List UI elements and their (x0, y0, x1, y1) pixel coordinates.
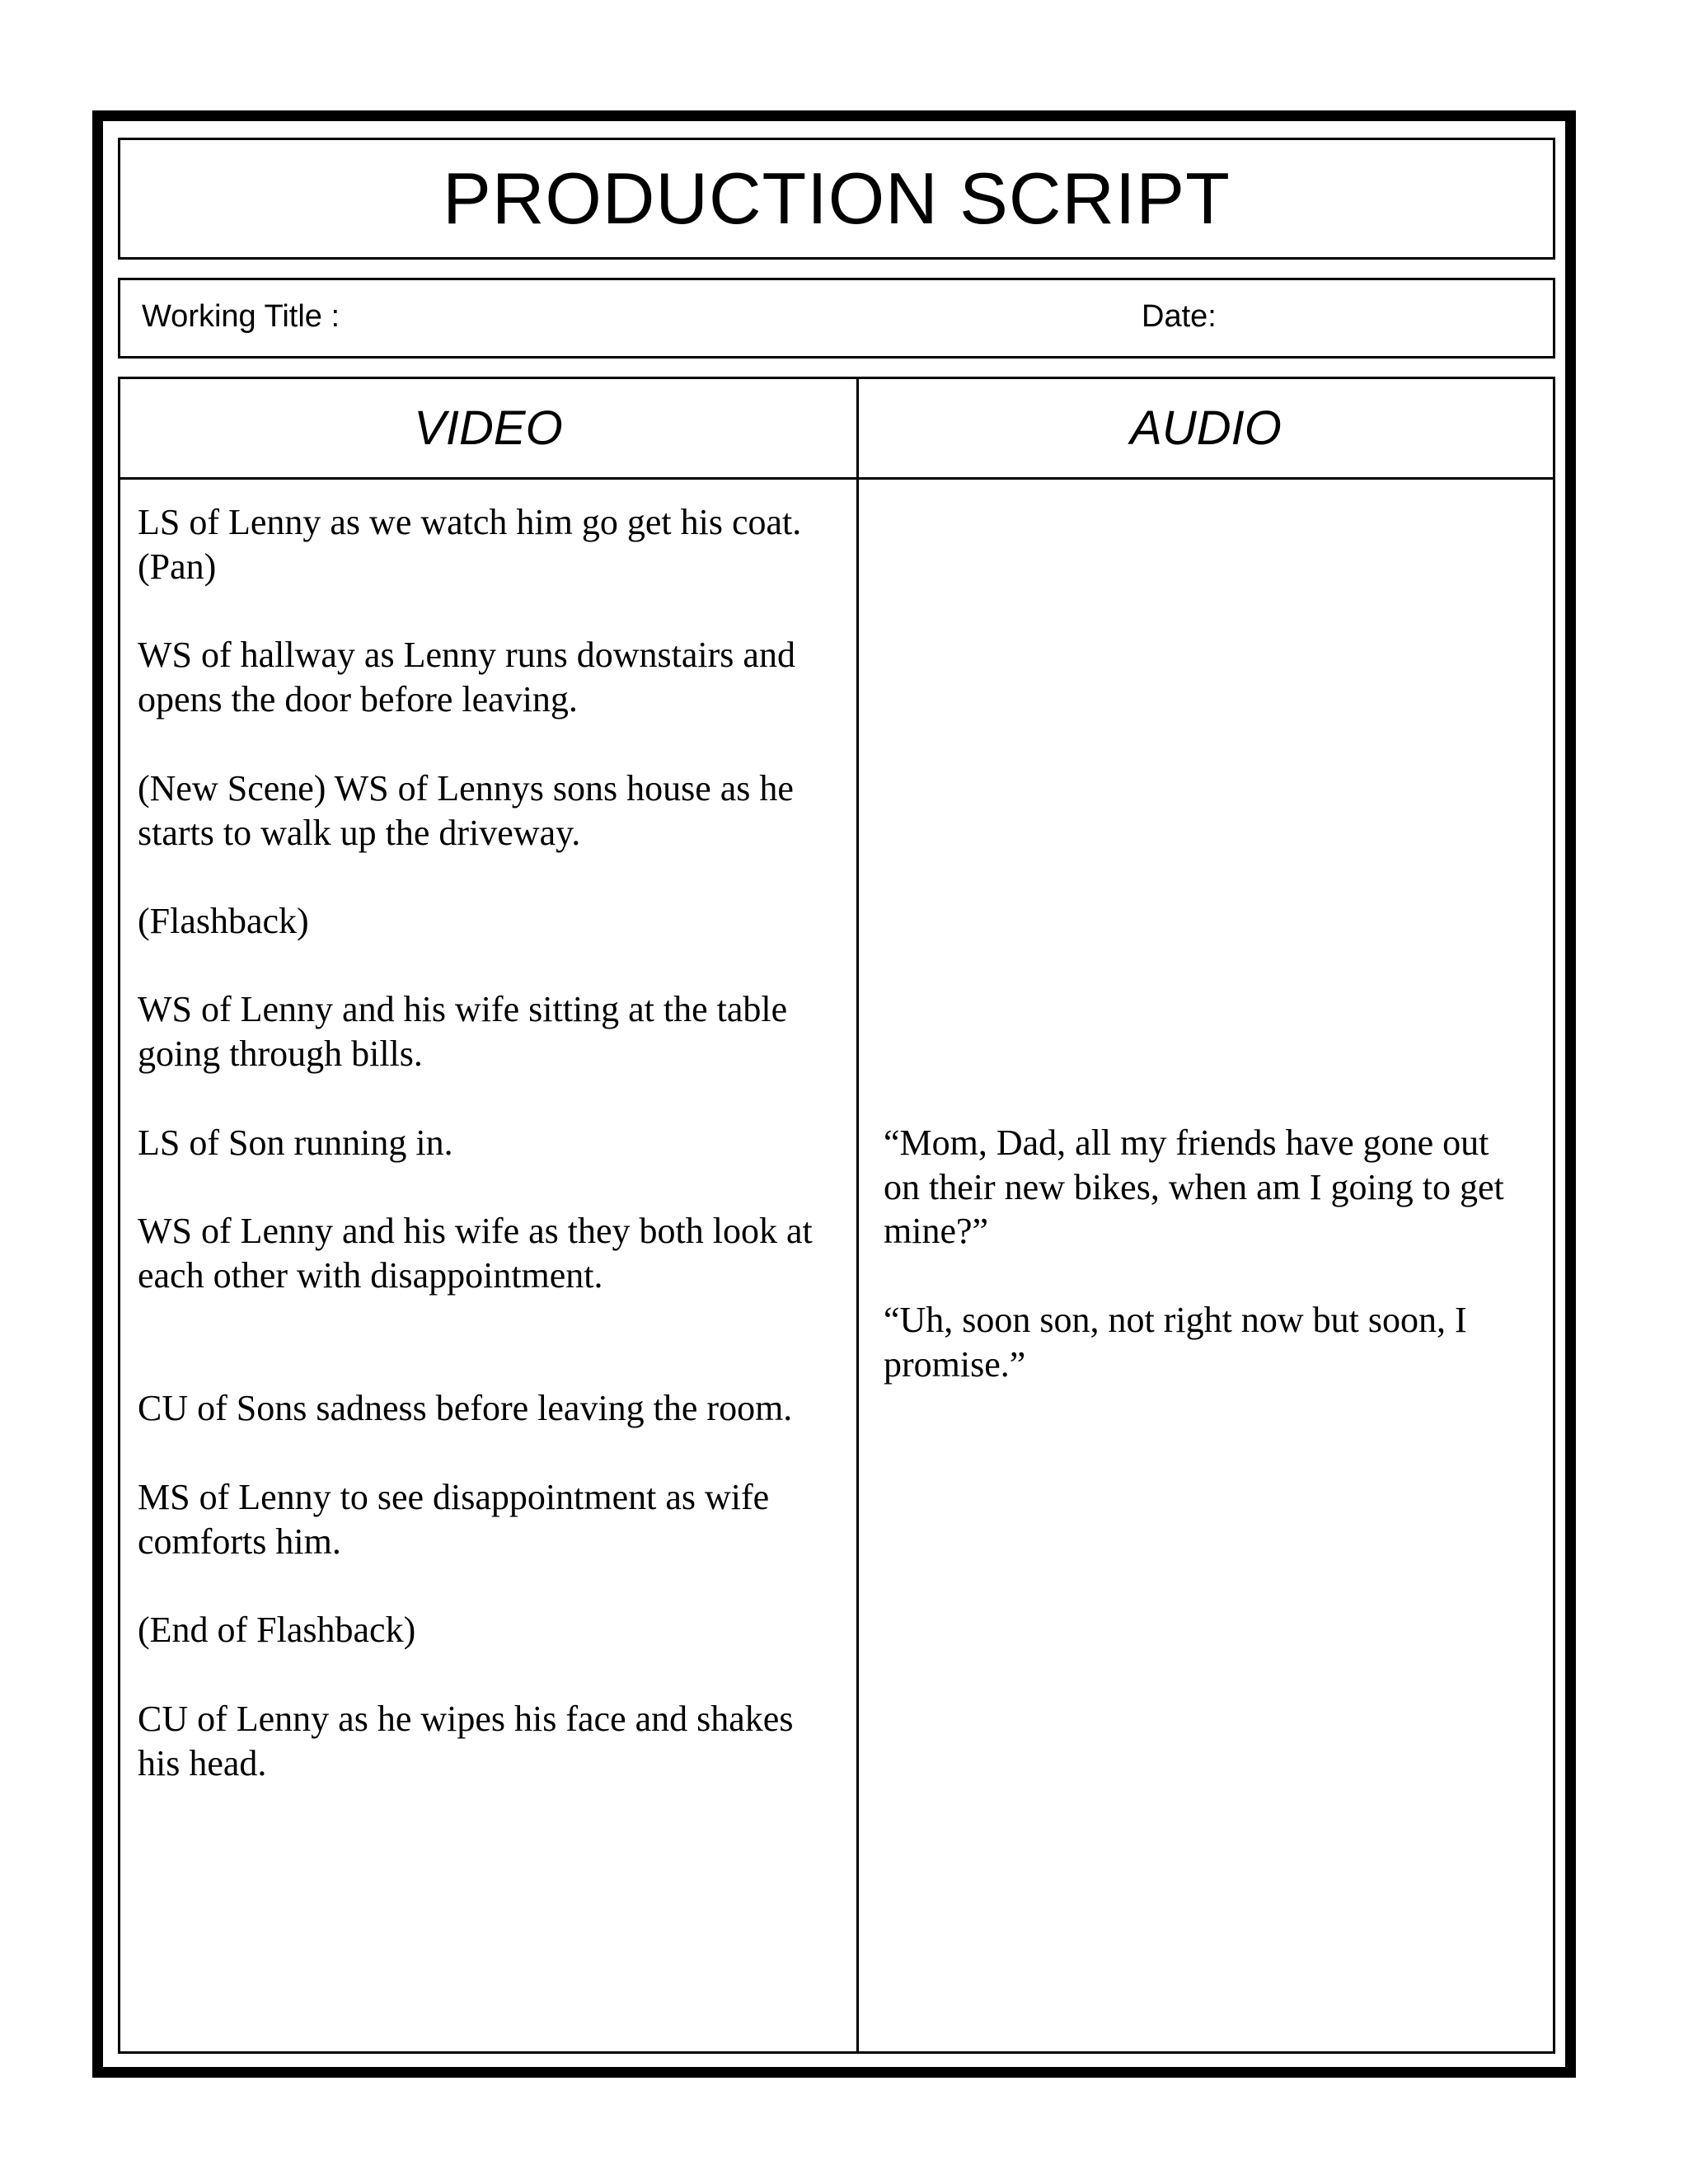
script-table (118, 377, 1555, 2054)
video-line: CU of Sons sadness before leaving the room. (138, 1388, 793, 1428)
video-line: LS of Son running in. (138, 1122, 453, 1163)
video-line: MS of Lenny to see disappointment as wife (138, 1477, 770, 1517)
date-label: Date: (1142, 299, 1217, 334)
audio-line: mine?” (884, 1211, 989, 1251)
audio-line: “Uh, soon son, not right now but soon, I (884, 1300, 1467, 1340)
audio-column-header: AUDIO (1130, 401, 1282, 455)
working-title-label: Working Title : (142, 299, 340, 334)
video-line: (Flashback) (138, 901, 309, 941)
video-line: going through bills. (138, 1033, 423, 1074)
video-line: WS of hallway as Lenny runs downstairs and (138, 635, 795, 675)
video-line: (New Scene) WS of Lennys sons house as he (138, 768, 794, 808)
audio-line: promise.” (884, 1344, 1026, 1385)
video-line: (End of Flashback) (138, 1610, 416, 1650)
header-divider (120, 477, 1553, 480)
column-divider (856, 379, 859, 2051)
info-box (118, 278, 1555, 359)
video-line: his head. (138, 1743, 267, 1783)
video-line: opens the door before leaving. (138, 679, 578, 719)
video-line: WS of Lenny and his wife sitting at the table (138, 989, 788, 1029)
video-line: starts to walk up the driveway. (138, 813, 581, 853)
video-line: LS of Lenny as we watch him go get his coat. (138, 502, 802, 542)
video-column-header: VIDEO (414, 401, 563, 455)
audio-line: on their new bikes, when am I going to get (884, 1167, 1504, 1207)
audio-line: “Mom, Dad, all my friends have gone out (884, 1122, 1489, 1163)
video-line: comforts him. (138, 1521, 341, 1562)
video-line: (Pan) (138, 546, 217, 587)
video-line: WS of Lenny and his wife as they both look at (138, 1211, 813, 1251)
page-title: PRODUCTION SCRIPT (443, 157, 1231, 239)
video-line: each other with disappointment. (138, 1255, 603, 1296)
title-box (118, 138, 1555, 260)
video-line: CU of Lenny as he wipes his face and shakes (138, 1699, 794, 1739)
